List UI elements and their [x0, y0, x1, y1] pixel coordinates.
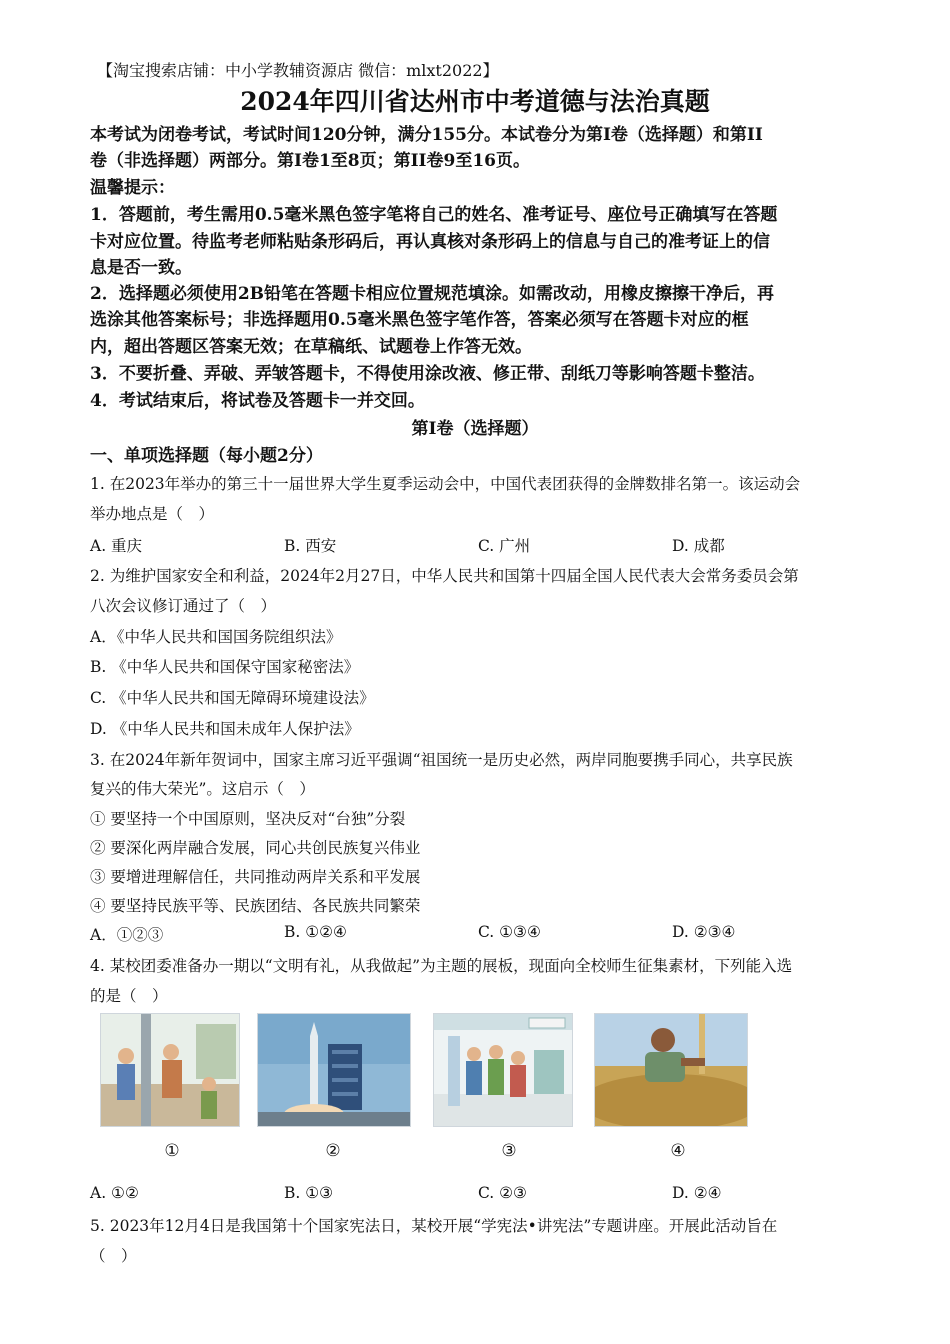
tip-line: 4．考试结束后，将试卷及答题卡一并交回。	[90, 391, 425, 411]
picture-label-3: ③	[501, 1141, 517, 1161]
option-d: D. ②③④	[672, 923, 736, 941]
option-a: A．①②③	[90, 926, 164, 944]
q1-stem-line: 1. 在2023年举办的第三十一届世界大学生夏季运动会中，中国代表团获得的金牌数排名第一。该运动会	[90, 475, 801, 493]
q4-stem-line: 的是（ ）	[90, 987, 168, 1005]
picture-label-2: ②	[325, 1141, 341, 1161]
option-c: C. 广州	[478, 537, 531, 555]
q3-statement: ③ 要增进理解信任，共同推动两岸关系和平发展	[90, 868, 421, 886]
q1-options	[90, 534, 870, 556]
tip-line: 1．答题前，考生需用0.5毫米黑色签字笔将自己的姓名、准考证号、座位号正确填写在答题	[90, 205, 778, 225]
shop-header: 【淘宝搜索店铺：中小学教辅资源店 微信：mlxt2022】	[97, 61, 499, 80]
tip-line: 3．不要折叠、弄破、弄皱答题卡，不得使用涂改液、修正带、刮纸刀等影响答题卡整洁。	[90, 364, 765, 384]
q2-stem-line: 2. 为维护国家安全和利益，2024年2月27日，中华人民共和国第十四届全国人民代表大会常务委员会第	[90, 567, 799, 585]
volume-title: 第Ⅰ卷（选择题）	[411, 419, 539, 439]
q3-options	[90, 923, 870, 945]
picture-farmer-grain	[594, 1013, 748, 1127]
option-c: C. ①③④	[478, 923, 541, 941]
option-b: B. ①③	[284, 1184, 334, 1202]
tip-line: 内，超出答题区答案无效；在草稿纸、试题卷上作答无效。	[90, 337, 532, 357]
q5-stem-line: 5. 2023年12月4日是我国第十个国家宪法日，某校开展“学宪法•讲宪法”专题讲座。开展此活动旨在	[90, 1217, 778, 1235]
tips-heading: 温馨提示：	[90, 178, 175, 198]
q3-statement: ④ 要坚持民族平等、民族团结、各民族共同繁荣	[90, 897, 421, 915]
picture-subway-queue	[433, 1013, 573, 1127]
option-d: D. ②④	[672, 1184, 722, 1202]
picture-rocket-launch	[257, 1013, 411, 1127]
picture-label-4: ④	[670, 1141, 686, 1161]
q2-option-a: A．《中华人民共和国国务院组织法》	[90, 628, 342, 646]
option-b: B. 西安	[284, 537, 337, 555]
option-d: D. 成都	[672, 537, 725, 555]
tip-line: 2．选择题必须使用2B铅笔在答题卡相应位置规范填涂。如需改动，用橡皮擦擦干净后，再	[90, 284, 775, 304]
q2-stem-line: 八次会议修订通过了（ ）	[90, 597, 277, 615]
picture-street-scene	[100, 1013, 240, 1127]
option-a: A. ①②	[90, 1184, 139, 1202]
q5-stem-line: （ ）	[90, 1247, 137, 1265]
q2-option-d: D. 《中华人民共和国未成年人保护法》	[90, 720, 360, 738]
tip-line: 息是否一致。	[90, 258, 192, 278]
option-b: B. ①②④	[284, 923, 347, 941]
tip-line: 选涂其他答案标号；非选择题用0.5毫米黑色签字笔作答，答案必须写在答题卡对应的框	[90, 310, 749, 330]
q3-statement: ② 要深化两岸融合发展，同心共创民族复兴伟业	[90, 839, 421, 857]
q4-pictures	[100, 1013, 760, 1161]
option-a: A. 重庆	[90, 537, 143, 555]
picture-label-1: ①	[164, 1141, 180, 1161]
q1-stem-line: 举办地点是（ ）	[90, 505, 215, 523]
q2-option-c: C. 《中华人民共和国无障碍环境建设法》	[90, 689, 375, 707]
intro-line-2: 卷（非选择题）两部分。第I卷1至8页；第II卷9至16页。	[90, 151, 530, 171]
exam-title: 2024年四川省达州市中考道德与法治真题	[240, 87, 710, 116]
q2-option-b: B. 《中华人民共和国保守国家秘密法》	[90, 658, 360, 676]
q3-statement: ① 要坚持一个中国原则，坚决反对“台独”分裂	[90, 810, 406, 828]
q3-stem-line: 复兴的伟大荣光”。这启示（ ）	[90, 780, 315, 798]
option-c: C. ②③	[478, 1184, 527, 1202]
q4-options	[90, 1184, 870, 1202]
q3-stem-line: 3. 在2024年新年贺词中，国家主席习近平强调“祖国统一是历史必然，两岸同胞要携手同心，共享民族	[90, 751, 793, 769]
tip-line: 卡对应位置。待监考老师粘贴条形码后，再认真核对条形码上的信息与自己的准考证上的信	[90, 232, 770, 252]
q4-stem-line: 4. 某校团委准备办一期以“文明有礼，从我做起”为主题的展板，现面向全校师生征集素材，下列能入选	[90, 957, 793, 975]
section-title: 一、单项选择题（每小题2分）	[90, 446, 323, 466]
intro-line-1: 本考试为闭卷考试，考试时间120分钟，满分155分。本试卷分为第I卷（选择题）和第II	[90, 125, 763, 145]
